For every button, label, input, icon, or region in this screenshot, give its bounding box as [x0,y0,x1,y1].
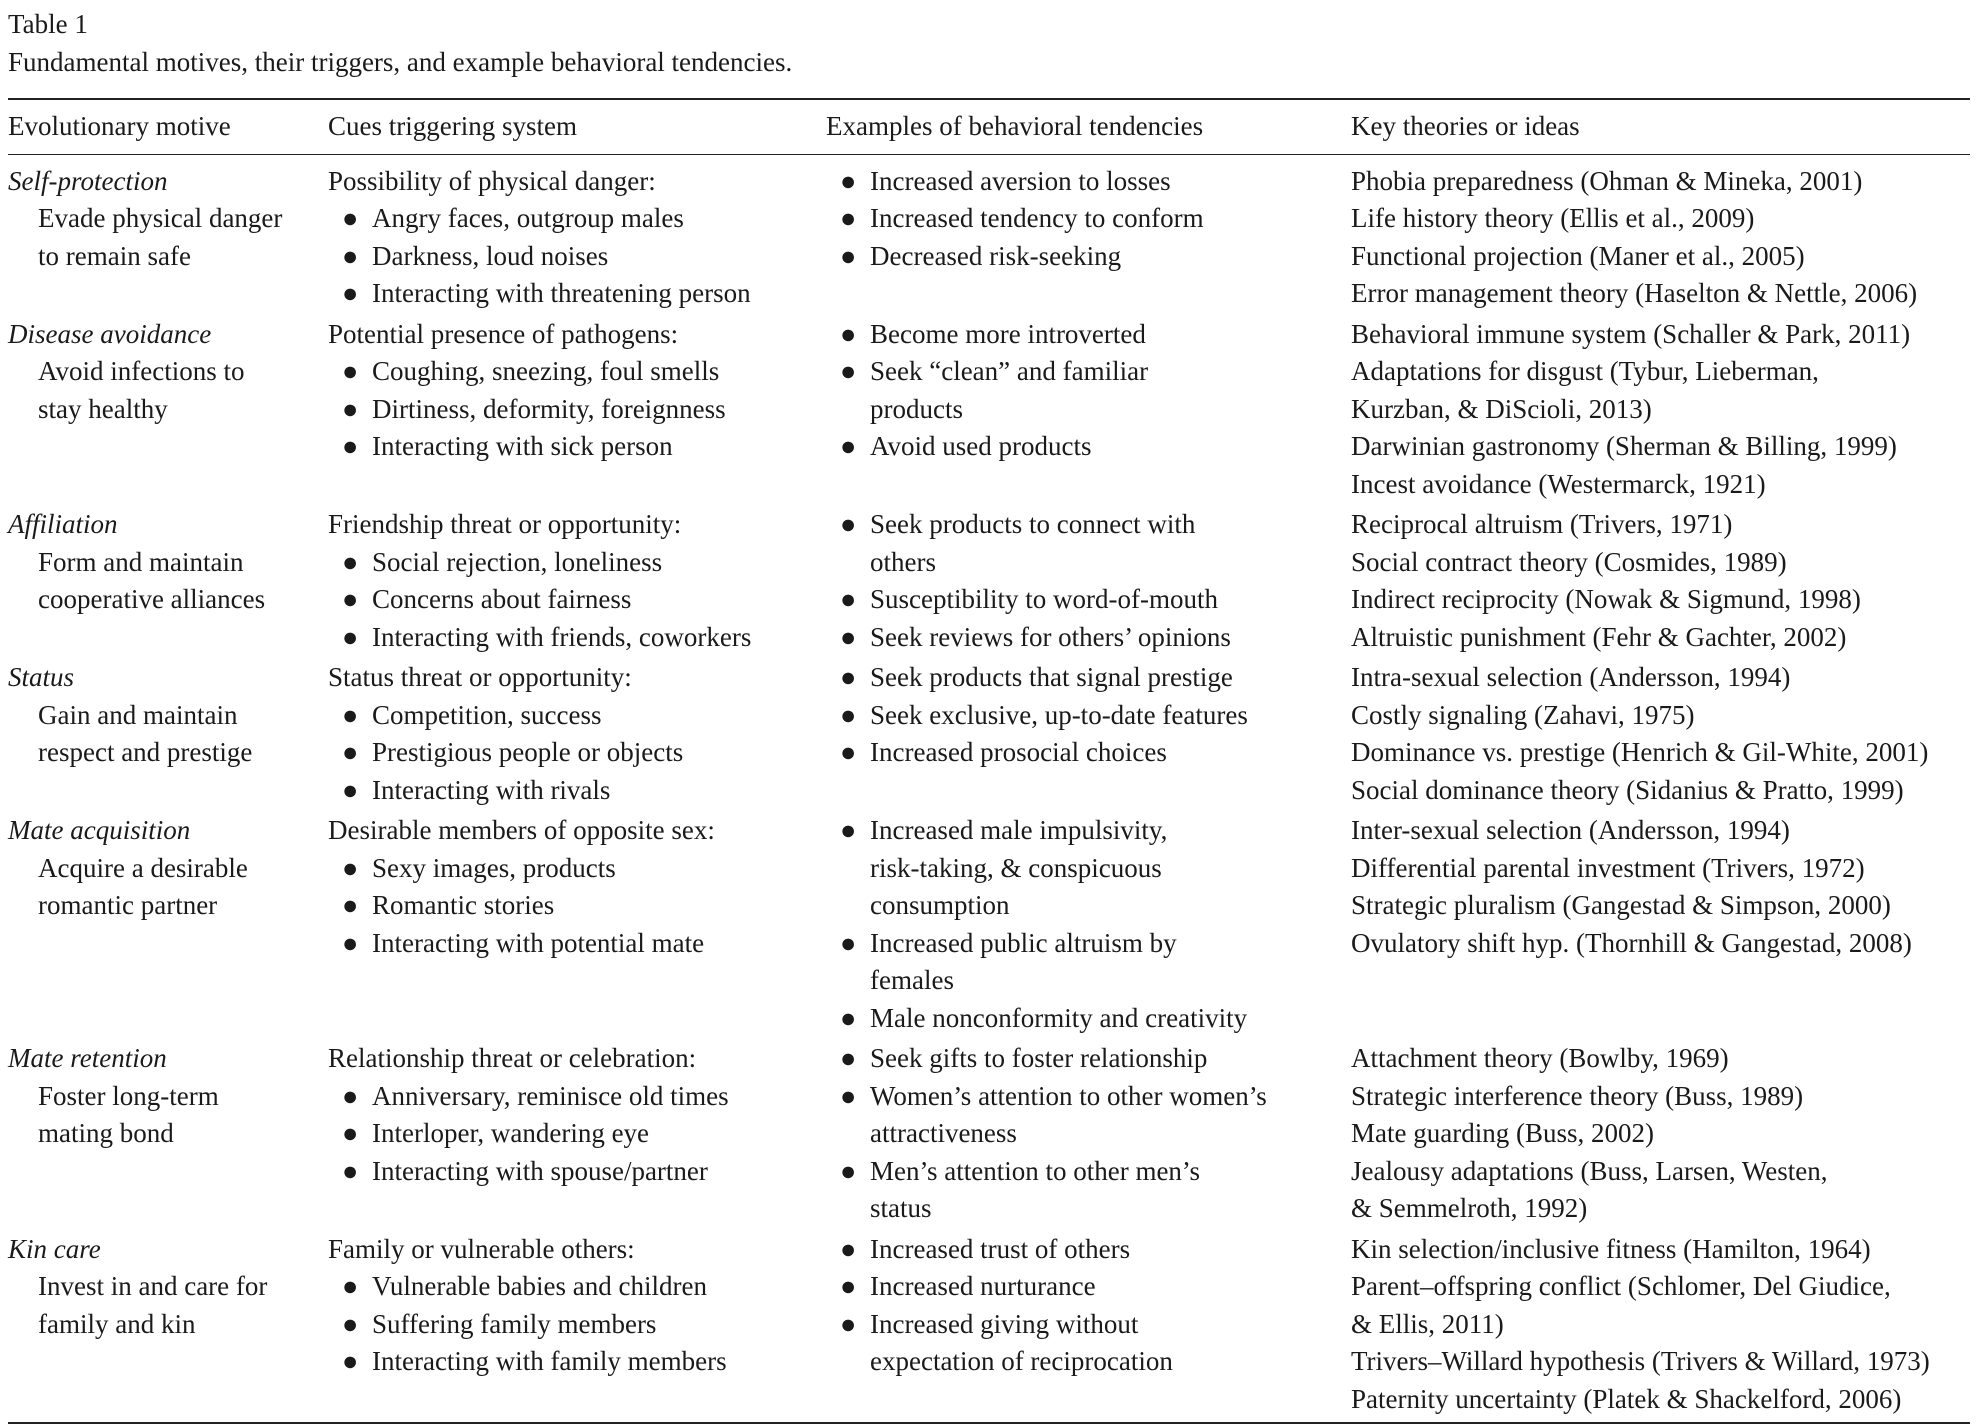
behavior-item [826,1078,1351,1153]
table-row [8,316,1970,507]
bullet-icon: ● [342,699,359,730]
bullet-icon: ● [342,393,359,424]
theory-line: Intra-sexual selection (Andersson, 1994) [1351,662,1791,692]
cue-heading: Possibility of physical danger: [328,165,656,196]
table-row [8,812,1970,1040]
behavior-item [826,428,1351,466]
theory-list [1351,659,1970,809]
behaviors-cell [826,812,1351,1040]
behaviors-cell [826,659,1351,812]
theory-line: Strategic pluralism (Gangestad & Simpson, 2000) [1351,890,1891,920]
bullet-icon: ● [840,584,857,614]
header-theories: Key theories or ideas [1351,111,1580,141]
behavior-list [826,163,1351,276]
behavior-item [826,1153,1351,1228]
theories-cell [1351,316,1970,507]
behaviors-cell [826,316,1351,507]
theory-list [1351,1040,1970,1228]
behavior-item [826,316,1351,354]
cue-item [328,1078,826,1116]
behavior-text-line: risk-taking, & conspicuous [870,852,1162,883]
cue-text: Sexy images, products [372,852,616,883]
motive-description-line: Evade physical danger [38,203,283,233]
behavior-text-line: Men’s attention to other men’s [870,1155,1200,1186]
motive-name: Self-protection [8,165,168,196]
theory-list [1351,506,1970,656]
theory-line: Phobia preparedness (Ohman & Mineka, 2001) [1351,165,1863,196]
cue-list [328,1078,826,1191]
behavior-list [826,316,1351,466]
table-body [8,154,1970,1423]
theory-line: Attachment theory (Bowlby, 1969) [1351,1043,1729,1073]
motive-cell [8,506,328,659]
bullet-icon: ● [840,165,857,196]
behavior-item [826,925,1351,1000]
cue-heading: Desirable members of opposite sex: [328,815,715,845]
behaviors-cell [826,154,1351,316]
cue-text: Interacting with potential mate [372,927,705,958]
bullet-icon: ● [840,1002,857,1033]
cue-item [328,275,826,313]
theories-cell [1351,659,1970,812]
header-behaviors: Examples of behavioral tendencies [826,111,1204,141]
motive-description-line: family and kin [38,1308,196,1339]
bullet-icon: ● [840,1233,857,1264]
cue-list [328,353,826,466]
behavior-list [826,506,1351,656]
cues-cell [328,1231,826,1424]
bullet-icon: ● [840,737,857,767]
header-cues: Cues triggering system [328,111,577,141]
behavior-text-line: Susceptibility to word-of-mouth [870,584,1218,614]
behaviors-cell [826,506,1351,659]
cue-item [328,428,826,466]
cue-item [328,1306,826,1344]
cue-item [328,734,826,772]
behavior-item [826,1306,1351,1381]
cue-text: Interacting with friends, coworkers [372,621,752,652]
bullet-icon: ● [840,203,857,233]
theory-line: Behavioral immune system (Schaller & Park, 2011) [1351,318,1911,349]
motive-name: Affiliation [8,509,118,539]
behavior-text-line: Increased trust of others [870,1233,1131,1264]
behavior-text-line: Increased tendency to conform [870,203,1204,233]
cue-item [328,887,826,925]
behavior-item [826,659,1351,697]
cue-text: Interacting with spouse/partner [372,1155,708,1186]
theory-list [1351,316,1970,504]
behavior-text-line: females [870,965,954,995]
behavior-text-line: Seek products to connect with [870,509,1196,539]
behavior-text-line: others [870,546,936,577]
cue-text: Romantic stories [372,890,555,920]
theory-line: Adaptations for disgust (Tybur, Lieberman, [1351,356,1819,386]
bullet-icon: ● [342,546,359,577]
theory-line: Reciprocal altruism (Trivers, 1971) [1351,509,1733,539]
behavior-item [826,1040,1351,1078]
bullet-icon: ● [840,699,857,730]
theory-line: Social contract theory (Cosmides, 1989) [1351,546,1787,577]
theories-cell [1351,1040,1970,1231]
behavior-text-line: Women’s attention to other women’s [870,1080,1267,1111]
cue-text: Dirtiness, deformity, foreignness [372,393,726,424]
header-row [8,99,1970,154]
theories-cell [1351,1231,1970,1424]
behavior-text-line: attractiveness [870,1118,1017,1148]
bullet-icon: ● [840,662,857,692]
bullet-icon: ● [342,1118,359,1148]
cue-item [328,544,826,582]
bullet-icon: ● [342,890,359,920]
behavior-item [826,697,1351,735]
table-row [8,1231,1970,1424]
behavior-item [826,1268,1351,1306]
theory-line: Ovulatory shift hyp. (Thornhill & Gangestad, 2008) [1351,927,1912,958]
theory-line: Trivers–Willard hypothesis (Trivers & Willard, 1973) [1351,1346,1930,1376]
bullet-icon: ● [342,621,359,652]
cue-item [328,238,826,276]
motive-cell [8,1040,328,1231]
theory-line: Dominance vs. prestige (Henrich & Gil-White, 2001) [1351,737,1929,767]
cue-heading: Relationship threat or celebration: [328,1043,697,1073]
cues-cell [328,812,826,1040]
bullet-icon: ● [840,509,857,539]
cue-item [328,200,826,238]
cues-cell [328,316,826,507]
motive-description-line: Avoid infections to [38,356,245,386]
cue-text: Concerns about fairness [372,584,632,614]
theory-line: Paternity uncertainty (Platek & Shackelford, 2006) [1351,1383,1902,1414]
cue-item [328,353,826,391]
theory-line: Differential parental investment (Trivers, 1972) [1351,852,1865,883]
table-label: Table 1 [8,9,88,39]
cue-text: Darkness, loud noises [372,240,609,271]
bullet-icon: ● [342,356,359,386]
behavior-list [826,1040,1351,1228]
behavior-text-line: Decreased risk-seeking [870,240,1122,271]
cues-cell [328,1040,826,1231]
cues-cell [328,154,826,316]
theory-line: Strategic interference theory (Buss, 1989) [1351,1080,1804,1111]
behavior-list [826,659,1351,772]
cue-item [328,391,826,429]
motive-description-line: Form and maintain [38,546,244,577]
bullet-icon: ● [840,431,857,461]
bullet-icon: ● [840,1271,857,1301]
cues-cell [328,659,826,812]
table-row [8,154,1970,316]
theory-line: Error management theory (Haselton & Nettle, 2006) [1351,278,1918,308]
theory-list [1351,1231,1970,1419]
cue-list [328,850,826,963]
behavior-item [826,238,1351,276]
theory-line: Costly signaling (Zahavi, 1975) [1351,699,1695,730]
motive-cell [8,316,328,507]
theory-line: Jealousy adaptations (Buss, Larsen, Westen, [1351,1155,1828,1186]
motive-description-line: Gain and maintain [38,699,238,730]
theories-cell [1351,812,1970,1040]
bullet-icon: ● [342,1080,359,1111]
cue-item [328,772,826,810]
theories-cell [1351,154,1970,316]
motives-table [8,98,1970,1424]
cue-list [328,544,826,657]
behavior-text-line: Become more introverted [870,318,1146,349]
cue-text: Suffering family members [372,1308,657,1339]
cue-item [328,1343,826,1381]
bullet-icon: ● [342,278,359,308]
bullet-icon: ● [342,1308,359,1339]
theory-line: Functional projection (Maner et al., 2005) [1351,240,1805,271]
theory-list [1351,812,1970,962]
cue-heading: Family or vulnerable others: [328,1233,635,1264]
motive-name: Disease avoidance [8,318,212,349]
bullet-icon: ● [840,1308,857,1339]
cue-item [328,619,826,657]
behavior-item [826,734,1351,772]
cue-text: Vulnerable babies and children [372,1271,707,1301]
cue-text: Interacting with threatening person [372,278,751,308]
behavior-text-line: status [870,1193,932,1223]
cue-item [328,697,826,735]
behavior-text-line: Seek “clean” and familiar [870,356,1149,386]
behavior-text-line: Increased giving without [870,1308,1139,1339]
bullet-icon: ● [342,1346,359,1376]
cue-text: Social rejection, loneliness [372,546,663,577]
motive-cell [8,1231,328,1424]
bullet-icon: ● [840,621,857,652]
bullet-icon: ● [840,356,857,386]
behavior-text-line: Increased male impulsivity, [870,815,1168,845]
cue-text: Interacting with rivals [372,774,611,805]
theory-line: Parent–offspring conflict (Schlomer, Del Giudice, [1351,1271,1891,1301]
cue-text: Competition, success [372,699,602,730]
behavior-text-line: Increased public altruism by [870,927,1177,958]
behavior-item [826,619,1351,657]
bullet-icon: ● [342,927,359,958]
cue-text: Interacting with sick person [372,431,673,461]
theory-line: Indirect reciprocity (Nowak & Sigmund, 1998) [1351,584,1861,614]
behavior-text-line: Seek exclusive, up-to-date features [870,699,1248,730]
theory-line: Inter-sexual selection (Andersson, 1994) [1351,815,1790,845]
theory-line: Mate guarding (Buss, 2002) [1351,1118,1654,1148]
cue-item [328,1153,826,1191]
behavior-item [826,200,1351,238]
behavior-item [826,581,1351,619]
behavior-item [826,506,1351,581]
bullet-icon: ● [342,431,359,461]
behavior-item [826,1231,1351,1269]
cue-heading: Potential presence of pathogens: [328,318,679,349]
behavior-item [826,812,1351,925]
bullet-icon: ● [342,240,359,271]
behavior-text-line: Increased aversion to losses [870,165,1171,196]
theory-line: Altruistic punishment (Fehr & Gachter, 2002) [1351,621,1847,652]
cue-heading: Friendship threat or opportunity: [328,509,682,539]
behavior-text-line: Seek reviews for others’ opinions [870,621,1231,652]
behavior-text-line: Avoid used products [870,431,1092,461]
table-row [8,506,1970,659]
cue-text: Interloper, wandering eye [372,1118,650,1148]
theory-line: Incest avoidance (Westermarck, 1921) [1351,468,1766,499]
behavior-list [826,1231,1351,1381]
bullet-icon: ● [840,927,857,958]
behavior-text-line: Increased nurturance [870,1271,1096,1301]
motive-name: Mate retention [8,1043,167,1073]
behavior-item [826,163,1351,201]
motive-description-line: to remain safe [38,240,191,271]
motive-description-line: cooperative alliances [38,584,266,614]
motive-description-line: stay healthy [38,393,168,424]
cue-text: Anniversary, reminisce old times [372,1080,729,1111]
bullet-icon: ● [342,203,359,233]
theory-line: & Ellis, 2011) [1351,1308,1504,1339]
motive-description-line: mating bond [38,1118,174,1148]
bullet-icon: ● [840,815,857,845]
cue-list [328,200,826,313]
behavior-text-line: products [870,393,963,424]
motive-name: Kin care [8,1233,101,1264]
motive-description-line: Acquire a desirable [38,852,248,883]
behaviors-cell [826,1040,1351,1231]
bullet-icon: ● [342,1155,359,1186]
behavior-text-line: Increased prosocial choices [870,737,1167,767]
motive-name: Status [8,662,75,692]
cue-text: Coughing, sneezing, foul smells [372,356,720,386]
header-motive: Evolutionary motive [8,111,231,141]
cue-list [328,1268,826,1381]
behavior-list [826,812,1351,1037]
theory-line: Social dominance theory (Sidanius & Pratto, 1999) [1351,774,1904,805]
motive-description-line: romantic partner [38,890,218,920]
bullet-icon: ● [342,1271,359,1301]
motive-description-line: respect and prestige [38,737,253,767]
behaviors-cell [826,1231,1351,1424]
theories-cell [1351,506,1970,659]
motive-cell [8,659,328,812]
cue-text: Angry faces, outgroup males [372,203,684,233]
behavior-text-line: Male nonconformity and creativity [870,1002,1248,1033]
page [8,8,1970,1424]
bullet-icon: ● [840,1155,857,1186]
motive-name: Mate acquisition [8,815,191,845]
cue-item [328,1268,826,1306]
bullet-icon: ● [342,737,359,767]
behavior-text-line: consumption [870,890,1010,920]
table-row [8,659,1970,812]
cue-item [328,581,826,619]
bullet-icon: ● [840,1043,857,1073]
bullet-icon: ● [342,584,359,614]
bullet-icon: ● [342,774,359,805]
motive-description-line: Invest in and care for [38,1271,268,1301]
cue-text: Prestigious people or objects [372,737,684,767]
cue-list [328,697,826,810]
cue-item [328,925,826,963]
behavior-text-line: expectation of reciprocation [870,1346,1173,1376]
bullet-icon: ● [840,240,857,271]
motive-cell [8,154,328,316]
table-row [8,1040,1970,1231]
cue-text: Interacting with family members [372,1346,727,1376]
bullet-icon: ● [840,318,857,349]
behavior-text-line: Seek gifts to foster relationship [870,1043,1208,1073]
table-caption: Fundamental motives, their triggers, and example behavioral tendencies. [8,47,793,77]
behavior-text-line: Seek products that signal prestige [870,662,1233,692]
cues-cell [328,506,826,659]
bullet-icon: ● [342,852,359,883]
cue-item [328,1115,826,1153]
theory-list [1351,163,1970,313]
theory-line: Darwinian gastronomy (Sherman & Billing, 1999) [1351,431,1897,461]
theory-line: Kurzban, & DiScioli, 2013) [1351,393,1652,424]
cue-heading: Status threat or opportunity: [328,662,632,692]
theory-line: Life history theory (Ellis et al., 2009) [1351,203,1755,233]
theory-line: Kin selection/inclusive fitness (Hamilton, 1964) [1351,1233,1871,1264]
motive-description-line: Foster long-term [38,1080,219,1111]
behavior-item [826,353,1351,428]
cue-item [328,850,826,888]
behavior-item [826,1000,1351,1038]
bullet-icon: ● [840,1080,857,1111]
motive-cell [8,812,328,1040]
theory-line: & Semmelroth, 1992) [1351,1193,1588,1223]
